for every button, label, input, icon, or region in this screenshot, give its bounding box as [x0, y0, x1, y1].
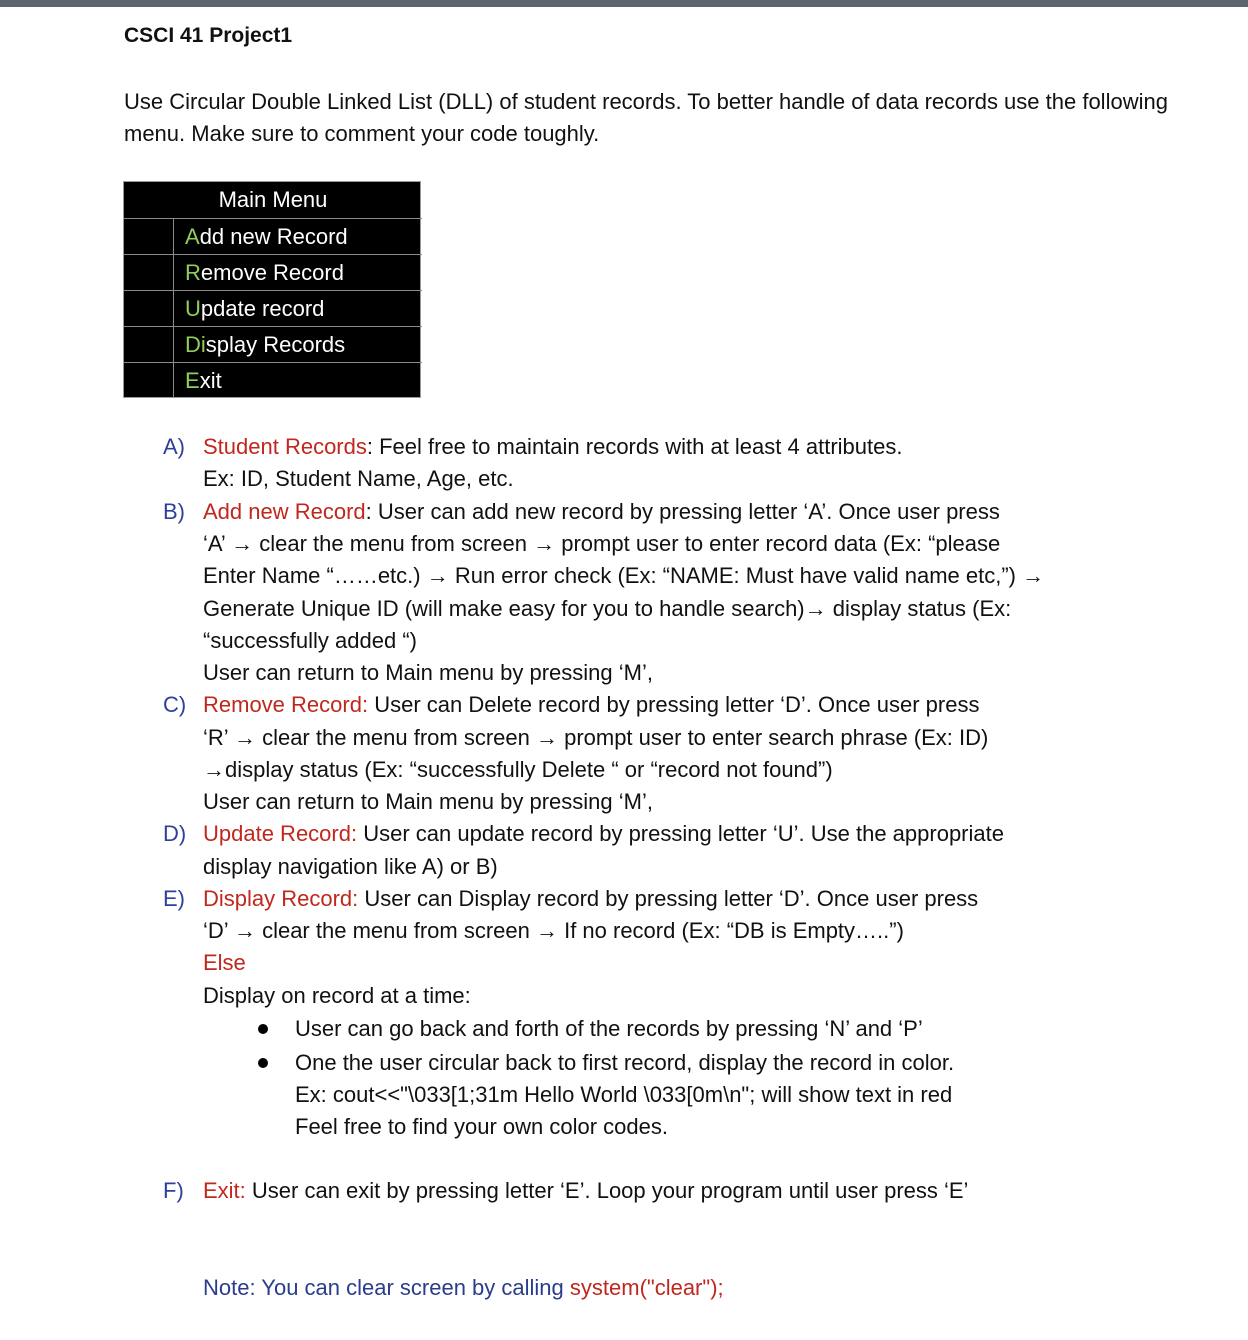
section-f-letter: F)	[163, 1178, 184, 1203]
section-e-letter: E)	[163, 886, 185, 911]
menu-label: dd new Record	[199, 224, 348, 249]
section-e-line3: Display on record at a time:	[203, 983, 471, 1008]
section-d-heading: Update Record:	[203, 821, 358, 846]
section-b-heading: Add new Record	[203, 499, 366, 524]
section-e-line1: Display Record: User can Display record by pressing letter ‘D’. Once user press	[203, 886, 979, 911]
section-e-bullet2-line2: Ex: cout<<"\033[1;31m Hello World \033[0m\n"; will show text in red	[295, 1082, 953, 1107]
section-c-heading: Remove Record:	[203, 692, 369, 717]
menu-key: U	[185, 296, 201, 321]
intro-paragraph: Use Circular Double Linked List (DLL) of student records. To better handle of data records use the following menu. Make sure to comment your code toughly.	[124, 89, 1168, 146]
section-e-line2: ‘D’ → clear the menu from screen → If no record (Ex: “DB is Empty…..”)	[203, 918, 904, 943]
menu-item-add	[124, 218, 422, 254]
menu-key: Di	[185, 332, 206, 357]
menu-key: R	[185, 260, 201, 285]
menu-item-remove	[124, 254, 422, 290]
note-code: system("clear");	[569, 1275, 724, 1300]
section-e-heading: Display Record:	[203, 886, 359, 911]
menu-item-exit	[124, 362, 422, 398]
menu-label: emove Record	[200, 260, 344, 285]
section-f-heading: Exit:	[203, 1178, 246, 1203]
section-c-line3: →display status (Ex: “successfully Delete “ or “record not found”)	[203, 757, 833, 782]
section-a-line2: Ex: ID, Student Name, Age, etc.	[203, 466, 514, 491]
section-c-line2: ‘R’ → clear the menu from screen → prompt user to enter search phrase (Ex: ID)	[203, 725, 989, 750]
top-border	[0, 0, 1248, 7]
section-b-line1: Add new Record: User can add new record by pressing letter ‘A’. Once user press	[203, 499, 1000, 524]
menu-key: E	[185, 368, 200, 393]
page-title: CSCI 41 Project1	[124, 24, 293, 47]
section-e-bullet2-line1: One the user circular back to first record, display the record in color.	[295, 1050, 955, 1075]
section-e-else: Else	[203, 950, 246, 975]
section-e-bullet1: User can go back and forth of the records by pressing ‘N’ and ‘P’	[295, 1016, 923, 1041]
menu-label: pdate record	[200, 296, 325, 321]
bullet-icon	[258, 1024, 268, 1034]
note-line	[203, 1272, 724, 1304]
section-d-letter: D)	[163, 821, 187, 846]
section-b-line6: User can return to Main menu by pressing ‘M’,	[203, 660, 653, 685]
section-d-line1: Update Record: User can update record by pressing letter ‘U’. Use the appropriate	[203, 821, 1004, 846]
menu-label: xit	[199, 368, 222, 393]
section-b-line5: “successfully added “)	[203, 628, 417, 653]
menu-item-display	[124, 326, 422, 362]
section-f-line1: Exit: User can exit by pressing letter ‘E’. Loop your program until user press ‘E’	[203, 1178, 969, 1203]
section-a-line1: Student Records: Feel free to maintain records with at least 4 attributes.	[203, 434, 903, 459]
section-b-line3: Enter Name “……etc.) → Run error check (Ex: “NAME: Must have valid name etc,”) →	[203, 563, 1045, 588]
section-e-bullet2-line3: Feel free to find your own color codes.	[295, 1114, 668, 1139]
menu-item-update	[124, 290, 422, 326]
section-d-line2: display navigation like A) or B)	[203, 854, 498, 879]
menu-header: Main Menu	[218, 187, 328, 212]
section-b-line4: Generate Unique ID (will make easy for you to handle search)→ display status (Ex:	[203, 596, 1012, 621]
section-c-line4: User can return to Main menu by pressing ‘M’,	[203, 789, 653, 814]
section-a-heading: Student Records	[203, 434, 367, 459]
note-prefix: Note: You can clear screen by calling	[203, 1275, 570, 1300]
section-c-letter: C)	[163, 692, 187, 717]
section-b-line2: ‘A’ → clear the menu from screen → prompt user to enter record data (Ex: “please	[203, 531, 1001, 556]
menu-key: A	[185, 224, 200, 249]
bullet-icon	[258, 1058, 268, 1068]
section-b-letter: B)	[163, 499, 185, 524]
main-menu-table	[123, 181, 421, 398]
menu-label: splay Records	[205, 332, 346, 357]
section-c-line1: Remove Record: User can Delete record by pressing letter ‘D’. Once user press	[203, 692, 980, 717]
section-a-letter: A)	[163, 434, 185, 459]
